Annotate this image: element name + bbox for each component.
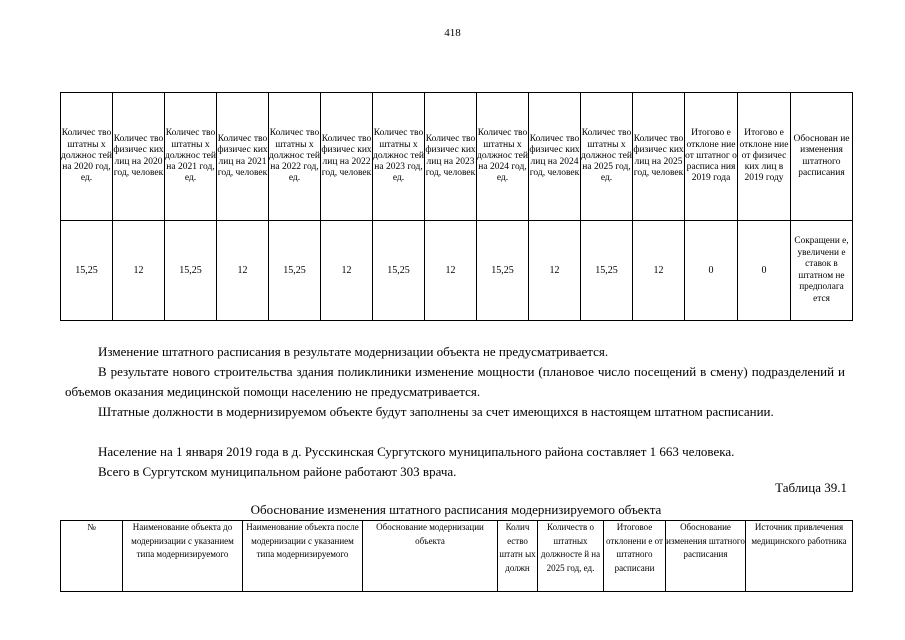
- column-header: Итоговое отклонени е от штатного расписани: [604, 521, 666, 592]
- table-cell: 15,25: [373, 221, 425, 321]
- paragraph-doctors: Всего в Сургутском муниципальном районе работают 303 врача.: [98, 464, 457, 479]
- paragraph-capacity: В результате нового строительства здания поликлиники изменение мощности (плановое число посещений в смену) подразделений и объемов оказания медицинской помощи населению не предусматривается.: [65, 364, 845, 399]
- paragraph-population: Население на 1 января 2019 года в д. Русскинская Сургутского муниципального района составляет 1 663 человека.: [98, 444, 735, 459]
- column-header: Обоснование изменения штатного расписания: [666, 521, 746, 592]
- table-cell: 15,25: [269, 221, 321, 321]
- column-header: Итогово е отклоне ние от штатног о расписа ния 2019 года: [685, 93, 738, 221]
- table-title: Обоснование изменения штатного расписания модернизируемого объекта: [250, 502, 662, 517]
- table-cell: 12: [113, 221, 165, 321]
- staffing-table: [60, 92, 853, 321]
- table-cell: 0: [738, 221, 791, 321]
- column-header: Итогово е отклоне ние от физичес ких лиц в 2019 году: [738, 93, 791, 221]
- column-header: Количеств о штатных должносте й на 2025 год, ед.: [538, 521, 604, 592]
- table-cell: 15,25: [581, 221, 633, 321]
- table-cell: 12: [633, 221, 685, 321]
- column-header: Обоснование модернизации объекта: [363, 521, 498, 592]
- table-label: Таблица 39.1: [775, 480, 847, 495]
- table-row: [61, 221, 853, 321]
- table-cell: 15,25: [165, 221, 217, 321]
- column-header: Обоснован ие изменения штатного расписания: [791, 93, 853, 221]
- column-header: Количес тво штатны х должнос тей на 2020 год, ед.: [61, 93, 113, 221]
- column-header: Количес тво физичес ких лиц на 2024 год, человек: [529, 93, 581, 221]
- paragraph-staffing: Штатные должности в модернизируемом объекте будут заполнены за счет имеющихся в настоящем штатном расписании.: [98, 404, 774, 419]
- column-header: Количес тво физичес ких лиц на 2023 год, человек: [425, 93, 477, 221]
- column-header: №: [61, 521, 123, 592]
- column-header: Количес тво штатны х должнос тей на 2023 год, ед.: [373, 93, 425, 221]
- table-cell: 12: [217, 221, 269, 321]
- column-header: Количес тво штатны х должнос тей на 2022 год, ед.: [269, 93, 321, 221]
- table-cell: 15,25: [477, 221, 529, 321]
- column-header: Количес тво штатны х должнос тей на 2024 год, ед.: [477, 93, 529, 221]
- table-cell: 12: [321, 221, 373, 321]
- staffing-table-header-row: [61, 93, 853, 221]
- column-header: Колич ество штатн ых должн: [498, 521, 538, 592]
- paragraph-no-change: Изменение штатного расписания в результате модернизации объекта не предусматривается.: [98, 344, 609, 359]
- column-header: Количес тво физичес ких лиц на 2025 год, человек: [633, 93, 685, 221]
- table-cell: Сокращени е, увеличени е ставок в штатном не предполага ется: [791, 221, 853, 321]
- column-header: Количес тво штатны х должнос тей на 2021 год, ед.: [165, 93, 217, 221]
- column-header: Количес тво физичес ких лиц на 2021 год, человек: [217, 93, 269, 221]
- table-cell: 12: [529, 221, 581, 321]
- column-header: Количес тво физичес ких лиц на 2022 год, человек: [321, 93, 373, 221]
- column-header: Наименование объекта до модернизации с указанием типа модернизируемого: [123, 521, 243, 592]
- table-cell: 12: [425, 221, 477, 321]
- column-header: Источник привлечения медицинского работника: [746, 521, 853, 592]
- justification-table: [60, 520, 853, 592]
- column-header: Количес тво штатны х должнос тей на 2025 год, ед.: [581, 93, 633, 221]
- table-cell: 15,25: [61, 221, 113, 321]
- column-header: Наименование объекта после модернизации с указанием типа модернизируемого: [243, 521, 363, 592]
- justification-table-header-row: [61, 521, 853, 592]
- page-number: 418: [444, 27, 461, 39]
- table-cell: 0: [685, 221, 738, 321]
- column-header: Количес тво физичес ких лиц на 2020 год, человек: [113, 93, 165, 221]
